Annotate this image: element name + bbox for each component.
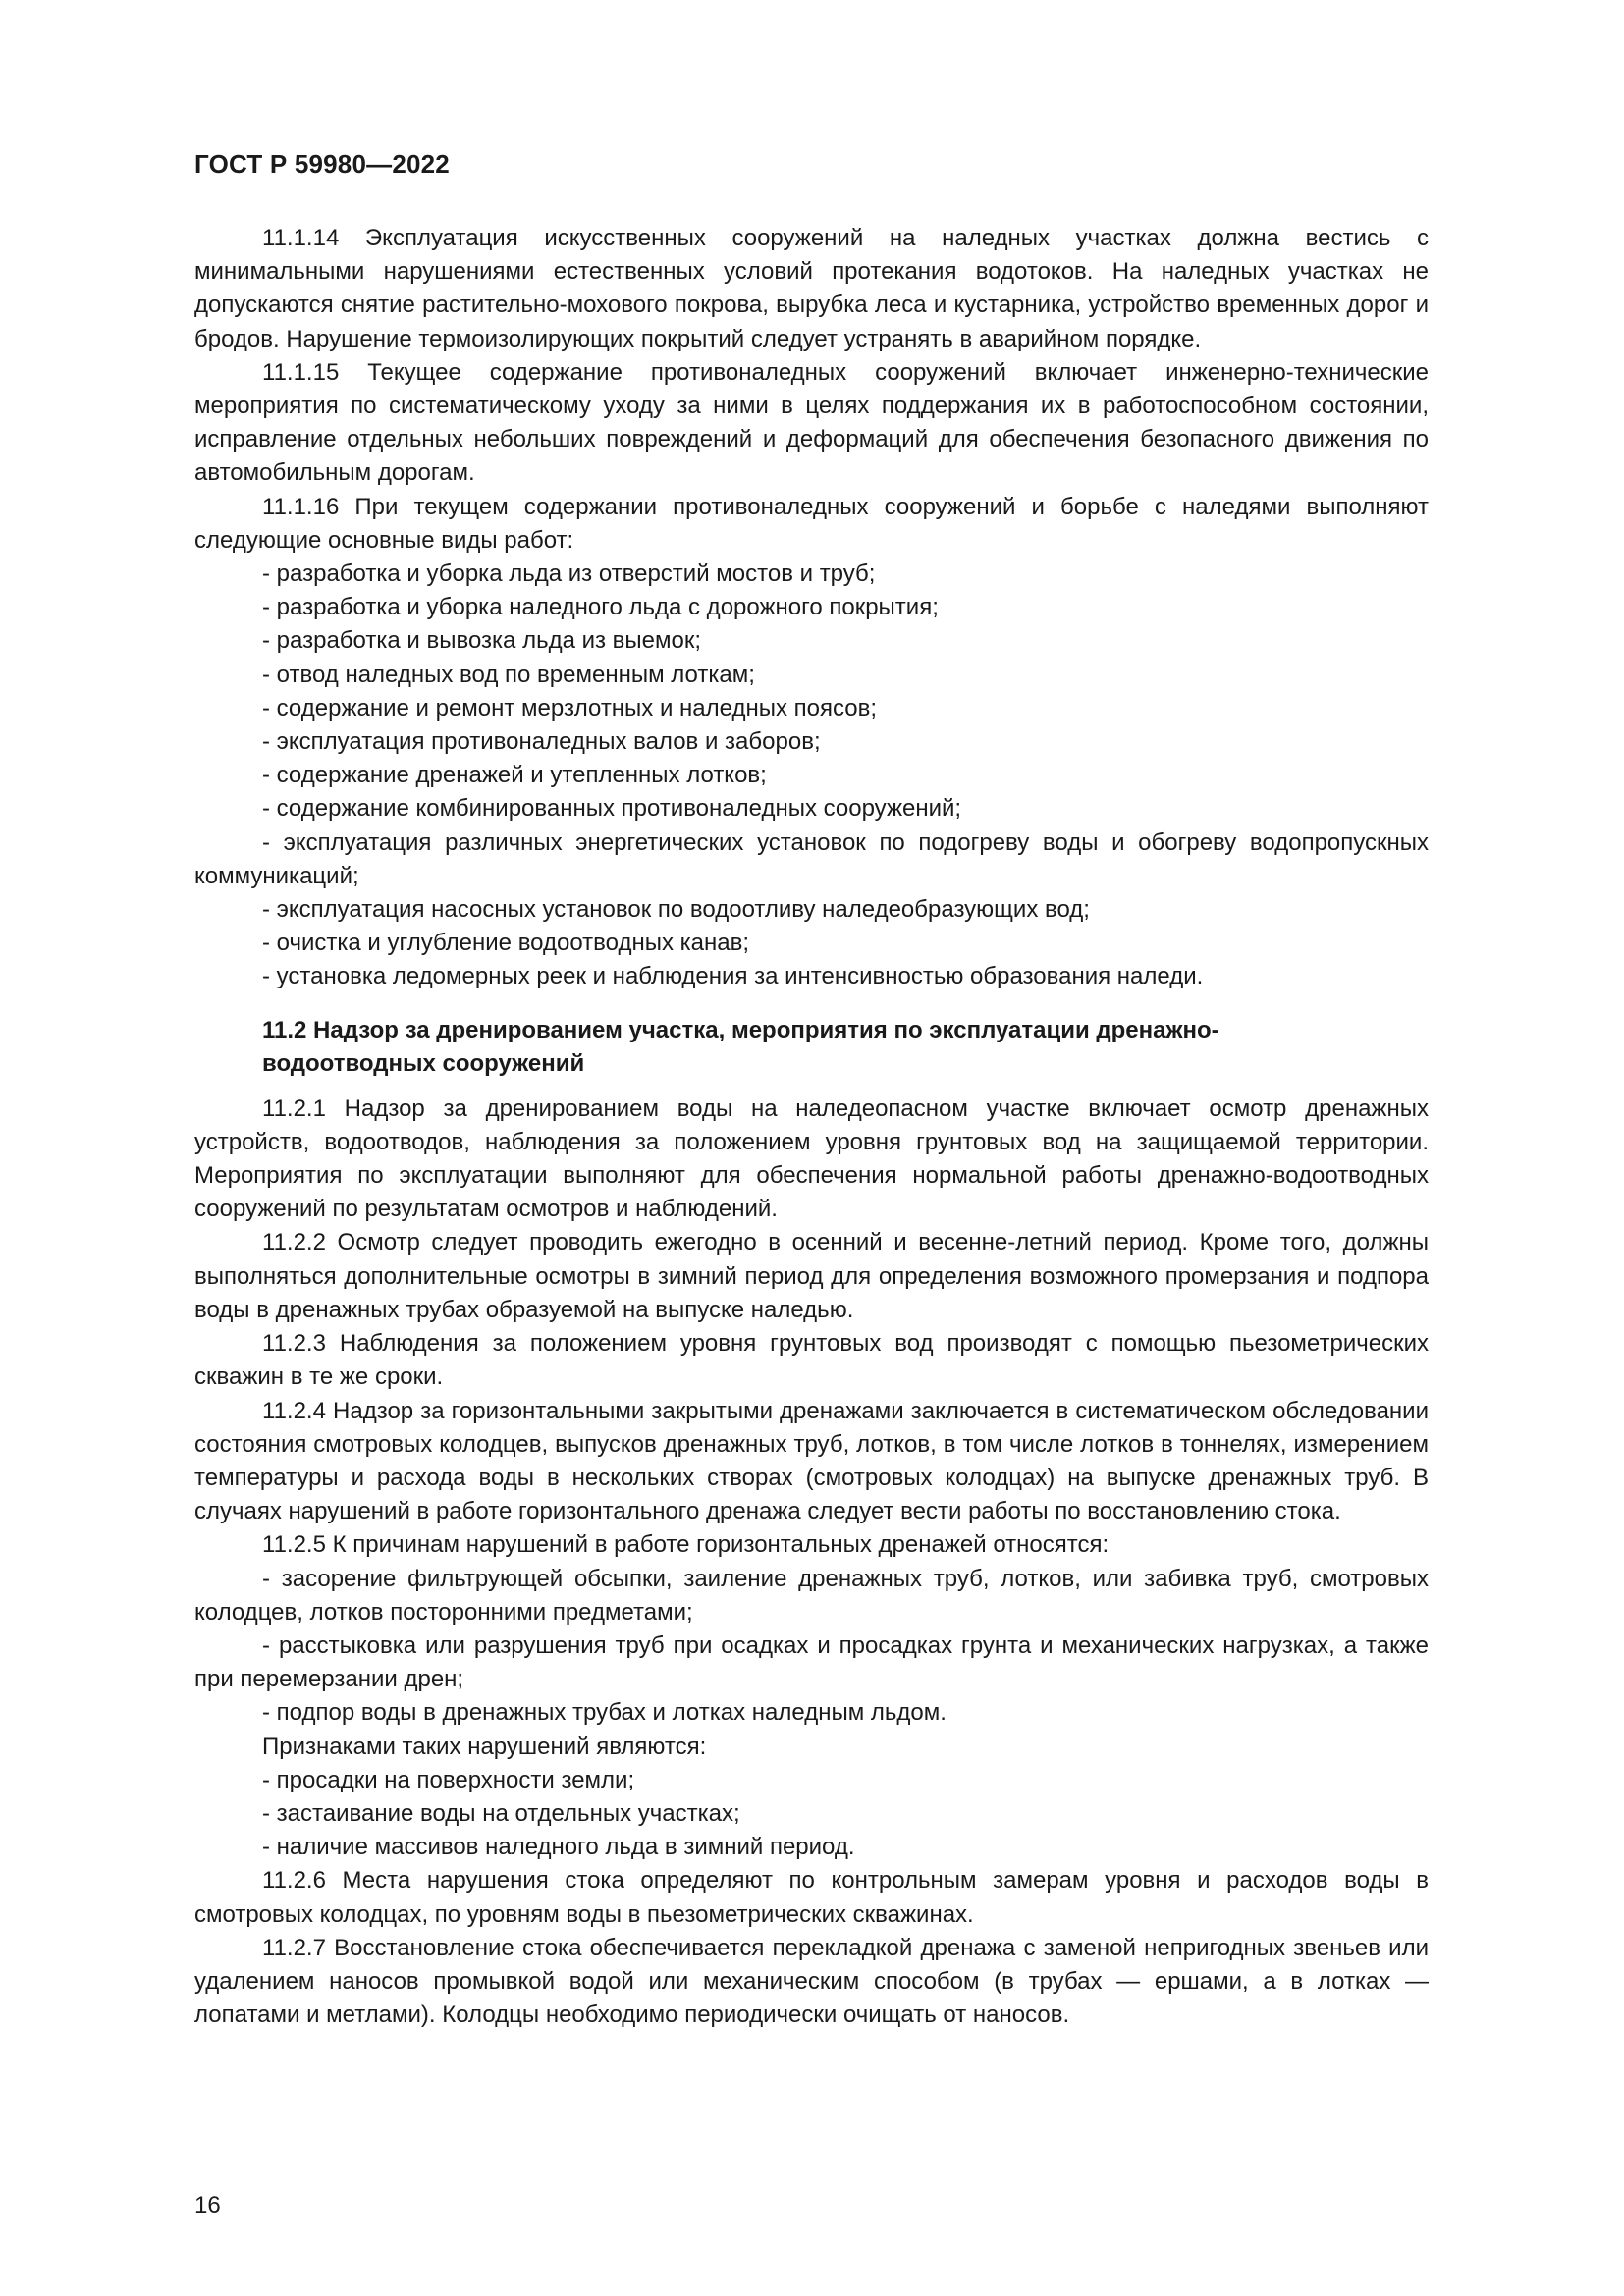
paragraph-11-2-1: 11.2.1 Надзор за дренированием воды на наледеопасном участке включает осмотр дренажных устройств, водоотводов, наблюдения за положением уровня грунтовых вод на защищаемой территории. Мероприятия по эксплуатации выполняют для обеспечения нормальной работы дренажно-водоотводных сооружений по результатам осмотров и наблюдений. [194, 1095, 1429, 1223]
works-list-item: - содержание комбинированных противоналедных сооружений; [262, 795, 962, 823]
paragraph-11-2-2: 11.2.2 Осмотр следует проводить ежегодно в осенний и весенне-летний период. Кроме того, должны выполняться дополнительные осмотры в зимний период для определения возможного промерзания и подпора воды в дренажных трубах образуемой на выпуске наледью. [194, 1229, 1429, 1323]
works-list-item: - содержание дренажей и утепленных лотков; [262, 762, 767, 789]
works-list-item: - эксплуатация различных энергетических установок по подогреву воды и обогреву водопропускных коммуникаций; [194, 828, 1429, 889]
works-list-item: - установка ледомерных реек и наблюдения за интенсивностью образования наледи. [262, 963, 1204, 990]
signs-intro: Признаками таких нарушений являются: [262, 1733, 707, 1760]
works-list-item: - отвод наледных вод по временным лоткам; [262, 661, 755, 688]
section-heading-line: 11.2 Надзор за дренированием участка, мероприятия по эксплуатации дренажно- [262, 1016, 1219, 1043]
signs-list-item: - наличие массивов наледного льда в зимний период. [262, 1834, 855, 1861]
document-body [194, 222, 1429, 2032]
page-number: 16 [194, 2192, 221, 2218]
signs-list-item: - застаивание воды на отдельных участках; [262, 1799, 740, 1827]
paragraph-11-2-6: 11.2.6 Места нарушения стока определяют по контрольным замерам уровня и расходов воды в смотровых колодцах, по уровням воды в пьезометрических скважинах. [194, 1867, 1429, 1928]
paragraph-11-1-16: 11.1.16 При текущем содержании противоналедных сооружений и борьбе с наледями выполняют следующие основные виды работ: [194, 493, 1429, 554]
paragraph-11-2-5: 11.2.5 К причинам нарушений в работе горизонтальных дренажей относятся: [262, 1531, 1110, 1559]
paragraph-11-2-7: 11.2.7 Восстановление стока обеспечивается перекладкой дренажа с заменой непригодных звеньев или удалением наносов промывкой водой или механическим способом (в трубах — ершами, а в лотках — лопатами и метлами). Колодцы необходимо периодически очищать от наносов. [194, 1934, 1429, 2029]
works-list-item: - разработка и уборка льда из отверстий мостов и труб; [262, 561, 876, 588]
works-list-item: - содержание и ремонт мерзлотных и наледных поясов; [262, 694, 878, 721]
works-list-item: - разработка и вывозка льда из выемок; [262, 627, 702, 655]
paragraph-11-2-4: 11.2.4 Надзор за горизонтальными закрытыми дренажами заключается в систематическом обследовании состояния смотровых колодцев, выпусков дренажных труб, лотков, в том числе лотков в тоннелях, измерением температуры и расхода воды в нескольких створах (смотровых колодцах) на выпуске дренажных труб. В случаях нарушений в работе горизонтального дренажа следует вести работы по восстановлению стока. [194, 1397, 1429, 1525]
paragraph-11-2-3: 11.2.3 Наблюдения за положением уровня грунтовых вод производят с помощью пьезометрических скважин в те же сроки. [194, 1330, 1429, 1391]
document-page [194, 0, 1429, 2296]
standard-header: ГОСТ Р 59980—2022 [194, 149, 450, 179]
causes-list-item: - засорение фильтрующей обсыпки, заиление дренажных труб, лотков, или забивка труб, смотровых колодцев, лотков посторонними предметами; [194, 1565, 1429, 1626]
paragraph-11-1-14: 11.1.14 Эксплуатация искусственных сооружений на наледных участках должна вестись с минимальными нарушениями естественных условий протекания водотоков. На наледных участках не допускаются снятие растительно-мохового покрова, вырубка леса и кустарника, устройство временных дорог и бродов. Нарушение термоизолирующих покрытий следует устранять в аварийном порядке. [194, 225, 1429, 352]
signs-list-item: - просадки на поверхности земли; [262, 1766, 635, 1793]
section-heading-line: водоотводных сооружений [262, 1049, 585, 1077]
causes-list-item: - расстыковка или разрушения труб при осадках и просадках грунта и механических нагрузках, а также при перемерзании дрен; [194, 1631, 1429, 1693]
works-list-item: - эксплуатация противоналедных валов и заборов; [262, 728, 821, 756]
works-list-item: - разработка и уборка наледного льда с дорожного покрытия; [262, 594, 939, 621]
works-list-item: - очистка и углубление водоотводных канав; [262, 930, 750, 957]
paragraph-11-1-15: 11.1.15 Текущее содержание противоналедных сооружений включает инженерно-технические мероприятия по систематическому уходу за ними в целях поддержания их в работоспособном состоянии, исправление отдельных небольших повреждений и деформаций для обеспечения безопасного движения по автомобильным дорогам. [194, 358, 1429, 487]
section-heading-11-2 [194, 1014, 1429, 1081]
causes-list-item: - подпор воды в дренажных трубах и лотках наледным льдом. [262, 1699, 947, 1727]
works-list-item: - эксплуатация насосных установок по водоотливу наледеобразующих вод; [262, 896, 1090, 924]
